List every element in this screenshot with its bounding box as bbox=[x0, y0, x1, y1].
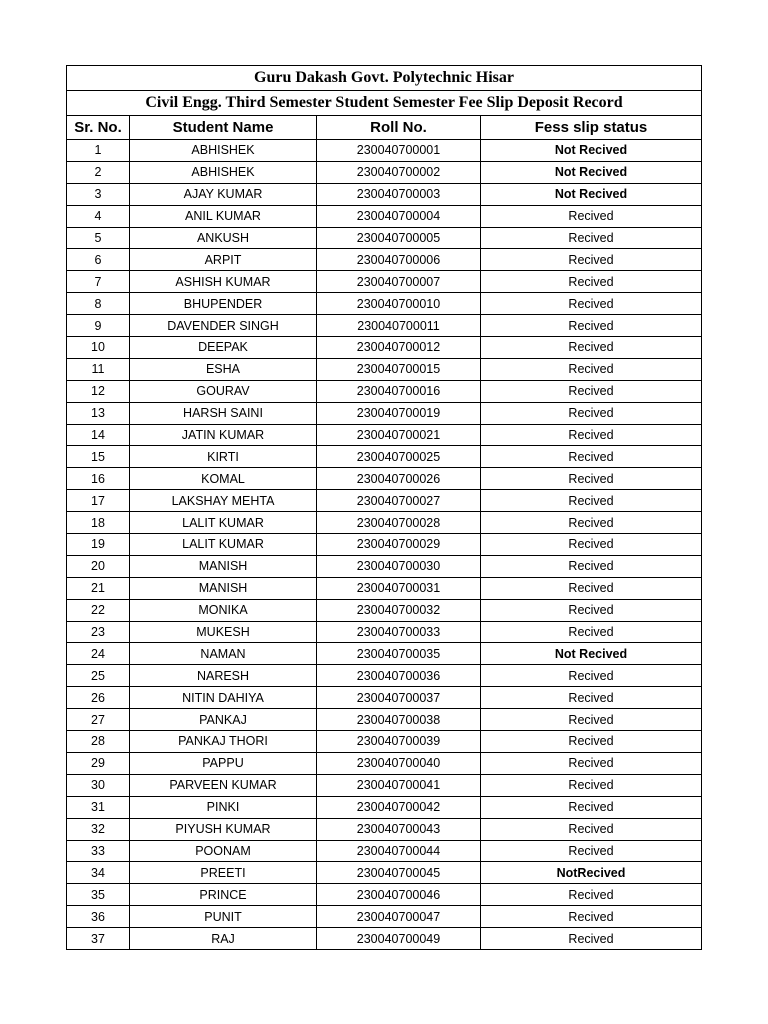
roll-no-cell: 230040700025 bbox=[317, 446, 481, 468]
status-cell: Recived bbox=[481, 468, 702, 490]
student-name-cell: PIYUSH KUMAR bbox=[130, 818, 317, 840]
sr-no-cell: 17 bbox=[67, 490, 130, 512]
student-name-cell: NAMAN bbox=[130, 643, 317, 665]
table-row bbox=[67, 621, 702, 643]
sr-no-cell: 25 bbox=[67, 665, 130, 687]
roll-no-cell: 230040700046 bbox=[317, 884, 481, 906]
column-header-row bbox=[67, 116, 702, 140]
roll-no-cell: 230040700039 bbox=[317, 731, 481, 753]
roll-no-cell: 230040700047 bbox=[317, 906, 481, 928]
table-row bbox=[67, 599, 702, 621]
sr-no-cell: 8 bbox=[67, 293, 130, 315]
table-row bbox=[67, 380, 702, 402]
institute-title-row bbox=[67, 66, 702, 91]
student-name-cell: KIRTI bbox=[130, 446, 317, 468]
roll-no-cell: 230040700007 bbox=[317, 271, 481, 293]
table-row bbox=[67, 884, 702, 906]
status-cell: Recived bbox=[481, 884, 702, 906]
roll-no-cell: 230040700011 bbox=[317, 315, 481, 337]
table-row bbox=[67, 752, 702, 774]
student-name-cell: NARESH bbox=[130, 665, 317, 687]
table-row bbox=[67, 161, 702, 183]
roll-no-cell: 230040700027 bbox=[317, 490, 481, 512]
institute-name: Guru Dakash Govt. Polytechnic Hisar bbox=[67, 66, 702, 91]
table-row bbox=[67, 468, 702, 490]
student-name-cell: PRINCE bbox=[130, 884, 317, 906]
table-row bbox=[67, 424, 702, 446]
student-name-cell: PAPPU bbox=[130, 752, 317, 774]
sr-no-cell: 2 bbox=[67, 161, 130, 183]
student-name-cell: AJAY KUMAR bbox=[130, 183, 317, 205]
sr-no-cell: 35 bbox=[67, 884, 130, 906]
table-row bbox=[67, 840, 702, 862]
header-sr-no: Sr. No. bbox=[67, 116, 130, 140]
sr-no-cell: 4 bbox=[67, 205, 130, 227]
status-cell: Recived bbox=[481, 534, 702, 556]
table-row bbox=[67, 665, 702, 687]
table-row bbox=[67, 446, 702, 468]
table-row bbox=[67, 402, 702, 424]
table-row bbox=[67, 796, 702, 818]
table-row bbox=[67, 862, 702, 884]
table-row bbox=[67, 512, 702, 534]
header-student-name: Student Name bbox=[130, 116, 317, 140]
table-row bbox=[67, 687, 702, 709]
status-cell: Recived bbox=[481, 665, 702, 687]
table-row bbox=[67, 643, 702, 665]
status-cell: Recived bbox=[481, 687, 702, 709]
roll-no-cell: 230040700029 bbox=[317, 534, 481, 556]
student-name-cell: LALIT KUMAR bbox=[130, 512, 317, 534]
status-cell: Recived bbox=[481, 446, 702, 468]
roll-no-cell: 230040700045 bbox=[317, 862, 481, 884]
table-row bbox=[67, 205, 702, 227]
roll-no-cell: 230040700001 bbox=[317, 140, 481, 162]
roll-no-cell: 230040700002 bbox=[317, 161, 481, 183]
roll-no-cell: 230040700031 bbox=[317, 577, 481, 599]
status-cell: Recived bbox=[481, 840, 702, 862]
status-cell: Recived bbox=[481, 424, 702, 446]
student-name-cell: RAJ bbox=[130, 928, 317, 950]
sr-no-cell: 18 bbox=[67, 512, 130, 534]
status-cell: Recived bbox=[481, 512, 702, 534]
table-row bbox=[67, 183, 702, 205]
status-cell: Recived bbox=[481, 249, 702, 271]
status-cell: Recived bbox=[481, 928, 702, 950]
student-name-cell: PINKI bbox=[130, 796, 317, 818]
student-name-cell: GOURAV bbox=[130, 380, 317, 402]
student-name-cell: MANISH bbox=[130, 555, 317, 577]
status-cell: Recived bbox=[481, 337, 702, 359]
status-cell: Recived bbox=[481, 315, 702, 337]
header-status: Fess slip status bbox=[481, 116, 702, 140]
roll-no-cell: 230040700010 bbox=[317, 293, 481, 315]
table-row bbox=[67, 227, 702, 249]
sr-no-cell: 36 bbox=[67, 906, 130, 928]
table-row bbox=[67, 358, 702, 380]
student-name-cell: POONAM bbox=[130, 840, 317, 862]
roll-no-cell: 230040700015 bbox=[317, 358, 481, 380]
sr-no-cell: 20 bbox=[67, 555, 130, 577]
sr-no-cell: 31 bbox=[67, 796, 130, 818]
roll-no-cell: 230040700043 bbox=[317, 818, 481, 840]
status-cell: Recived bbox=[481, 490, 702, 512]
sr-no-cell: 29 bbox=[67, 752, 130, 774]
roll-no-cell: 230040700038 bbox=[317, 709, 481, 731]
status-cell: Recived bbox=[481, 205, 702, 227]
status-cell: Recived bbox=[481, 555, 702, 577]
status-cell: Recived bbox=[481, 577, 702, 599]
roll-no-cell: 230040700042 bbox=[317, 796, 481, 818]
roll-no-cell: 230040700037 bbox=[317, 687, 481, 709]
sr-no-cell: 5 bbox=[67, 227, 130, 249]
student-name-cell: LALIT KUMAR bbox=[130, 534, 317, 556]
roll-no-cell: 230040700026 bbox=[317, 468, 481, 490]
sr-no-cell: 34 bbox=[67, 862, 130, 884]
sr-no-cell: 11 bbox=[67, 358, 130, 380]
status-cell: Recived bbox=[481, 752, 702, 774]
student-name-cell: ESHA bbox=[130, 358, 317, 380]
status-cell: Recived bbox=[481, 731, 702, 753]
table-row bbox=[67, 906, 702, 928]
fee-slip-table bbox=[66, 65, 702, 950]
student-name-cell: JATIN KUMAR bbox=[130, 424, 317, 446]
sr-no-cell: 27 bbox=[67, 709, 130, 731]
student-name-cell: PARVEEN KUMAR bbox=[130, 774, 317, 796]
student-name-cell: ANKUSH bbox=[130, 227, 317, 249]
sr-no-cell: 32 bbox=[67, 818, 130, 840]
sr-no-cell: 16 bbox=[67, 468, 130, 490]
student-name-cell: ABHISHEK bbox=[130, 140, 317, 162]
roll-no-cell: 230040700040 bbox=[317, 752, 481, 774]
status-cell: Recived bbox=[481, 358, 702, 380]
roll-no-cell: 230040700004 bbox=[317, 205, 481, 227]
header-roll-no: Roll No. bbox=[317, 116, 481, 140]
status-cell: Recived bbox=[481, 271, 702, 293]
table-row bbox=[67, 818, 702, 840]
table-row bbox=[67, 315, 702, 337]
student-rows bbox=[67, 140, 702, 950]
sr-no-cell: 1 bbox=[67, 140, 130, 162]
table-row bbox=[67, 271, 702, 293]
roll-no-cell: 230040700016 bbox=[317, 380, 481, 402]
record-title: Civil Engg. Third Semester Student Semester Fee Slip Deposit Record bbox=[67, 91, 702, 116]
table-row bbox=[67, 774, 702, 796]
roll-no-cell: 230040700003 bbox=[317, 183, 481, 205]
status-cell: Recived bbox=[481, 402, 702, 424]
student-name-cell: ARPIT bbox=[130, 249, 317, 271]
fee-slip-record-sheet bbox=[66, 65, 701, 950]
table-row bbox=[67, 709, 702, 731]
roll-no-cell: 230040700033 bbox=[317, 621, 481, 643]
student-name-cell: HARSH SAINI bbox=[130, 402, 317, 424]
roll-no-cell: 230040700030 bbox=[317, 555, 481, 577]
table-row bbox=[67, 928, 702, 950]
student-name-cell: DAVENDER SINGH bbox=[130, 315, 317, 337]
status-cell: Recived bbox=[481, 293, 702, 315]
student-name-cell: PUNIT bbox=[130, 906, 317, 928]
roll-no-cell: 230040700005 bbox=[317, 227, 481, 249]
roll-no-cell: 230040700044 bbox=[317, 840, 481, 862]
student-name-cell: ANIL KUMAR bbox=[130, 205, 317, 227]
roll-no-cell: 230040700041 bbox=[317, 774, 481, 796]
status-cell: Not Recived bbox=[481, 183, 702, 205]
roll-no-cell: 230040700049 bbox=[317, 928, 481, 950]
sr-no-cell: 37 bbox=[67, 928, 130, 950]
status-cell: Recived bbox=[481, 818, 702, 840]
sr-no-cell: 24 bbox=[67, 643, 130, 665]
sr-no-cell: 23 bbox=[67, 621, 130, 643]
status-cell: Not Recived bbox=[481, 161, 702, 183]
status-cell: Recived bbox=[481, 774, 702, 796]
table-row bbox=[67, 337, 702, 359]
status-cell: Recived bbox=[481, 227, 702, 249]
status-cell: Recived bbox=[481, 380, 702, 402]
sr-no-cell: 3 bbox=[67, 183, 130, 205]
roll-no-cell: 230040700028 bbox=[317, 512, 481, 534]
sr-no-cell: 6 bbox=[67, 249, 130, 271]
status-cell: Recived bbox=[481, 796, 702, 818]
table-row bbox=[67, 534, 702, 556]
status-cell: Not Recived bbox=[481, 140, 702, 162]
roll-no-cell: 230040700035 bbox=[317, 643, 481, 665]
sr-no-cell: 12 bbox=[67, 380, 130, 402]
sr-no-cell: 28 bbox=[67, 731, 130, 753]
student-name-cell: BHUPENDER bbox=[130, 293, 317, 315]
sr-no-cell: 19 bbox=[67, 534, 130, 556]
student-name-cell: ABHISHEK bbox=[130, 161, 317, 183]
student-name-cell: PANKAJ THORI bbox=[130, 731, 317, 753]
record-title-row bbox=[67, 91, 702, 116]
student-name-cell: DEEPAK bbox=[130, 337, 317, 359]
student-name-cell: MUKESH bbox=[130, 621, 317, 643]
student-name-cell: MONIKA bbox=[130, 599, 317, 621]
student-name-cell: KOMAL bbox=[130, 468, 317, 490]
student-name-cell: PANKAJ bbox=[130, 709, 317, 731]
roll-no-cell: 230040700019 bbox=[317, 402, 481, 424]
table-row bbox=[67, 293, 702, 315]
sr-no-cell: 30 bbox=[67, 774, 130, 796]
table-row bbox=[67, 731, 702, 753]
sr-no-cell: 21 bbox=[67, 577, 130, 599]
roll-no-cell: 230040700006 bbox=[317, 249, 481, 271]
sr-no-cell: 15 bbox=[67, 446, 130, 468]
table-row bbox=[67, 249, 702, 271]
sr-no-cell: 9 bbox=[67, 315, 130, 337]
student-name-cell: PREETI bbox=[130, 862, 317, 884]
roll-no-cell: 230040700032 bbox=[317, 599, 481, 621]
sr-no-cell: 10 bbox=[67, 337, 130, 359]
student-name-cell: NITIN DAHIYA bbox=[130, 687, 317, 709]
table-row bbox=[67, 490, 702, 512]
student-name-cell: ASHISH KUMAR bbox=[130, 271, 317, 293]
table-row bbox=[67, 555, 702, 577]
roll-no-cell: 230040700012 bbox=[317, 337, 481, 359]
table-row bbox=[67, 140, 702, 162]
status-cell: Recived bbox=[481, 621, 702, 643]
sr-no-cell: 22 bbox=[67, 599, 130, 621]
roll-no-cell: 230040700021 bbox=[317, 424, 481, 446]
status-cell: NotRecived bbox=[481, 862, 702, 884]
student-name-cell: MANISH bbox=[130, 577, 317, 599]
status-cell: Recived bbox=[481, 709, 702, 731]
sr-no-cell: 14 bbox=[67, 424, 130, 446]
status-cell: Recived bbox=[481, 906, 702, 928]
sr-no-cell: 13 bbox=[67, 402, 130, 424]
status-cell: Recived bbox=[481, 599, 702, 621]
student-name-cell: LAKSHAY MEHTA bbox=[130, 490, 317, 512]
sr-no-cell: 33 bbox=[67, 840, 130, 862]
status-cell: Not Recived bbox=[481, 643, 702, 665]
sr-no-cell: 26 bbox=[67, 687, 130, 709]
table-row bbox=[67, 577, 702, 599]
roll-no-cell: 230040700036 bbox=[317, 665, 481, 687]
sr-no-cell: 7 bbox=[67, 271, 130, 293]
